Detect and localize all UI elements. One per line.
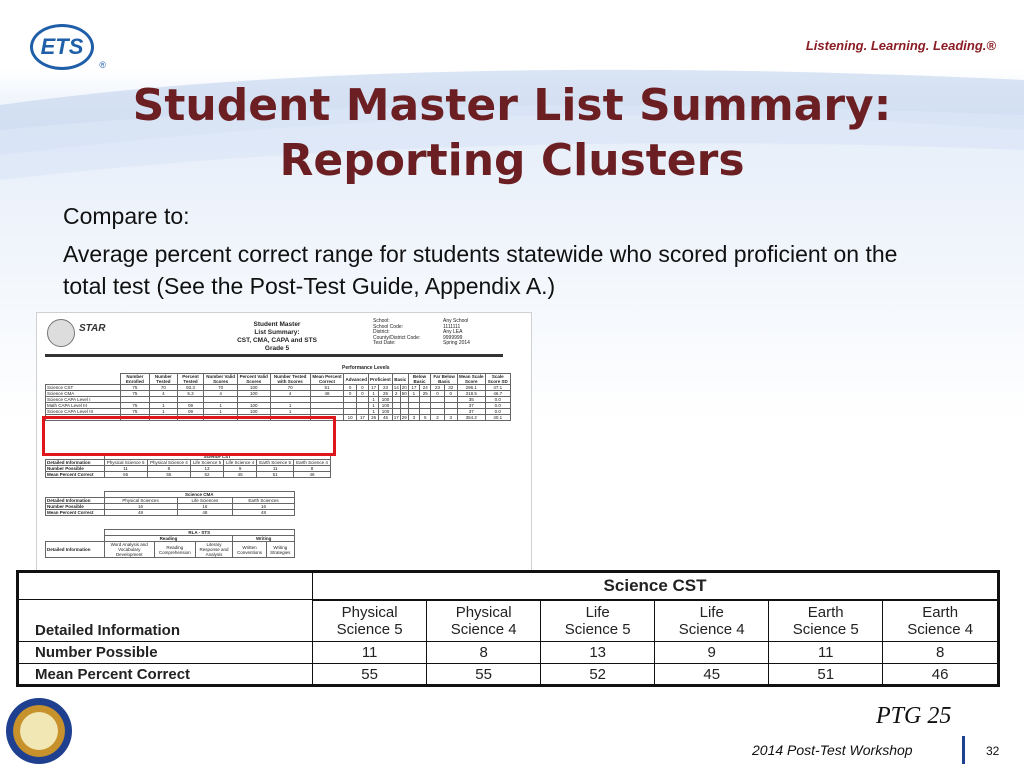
summary-cell: 100 [237,385,270,391]
mini-cst-cell: 11 [104,466,147,472]
summary-cell: 58 [270,415,310,421]
summary-cell: 318.5 [457,391,485,397]
summary-cell: 0 [344,385,356,391]
summary-cell: 58 [204,415,237,421]
school-info-key: School Code: [373,323,404,330]
mini-cma-cell: 16 [104,504,177,510]
summary-cell: 75 [120,409,150,415]
cst-column-header-line1: Life [699,603,724,621]
cst-column-header-line1: Life [585,603,610,621]
mini-rla-row [46,542,295,558]
summary-cell: 100 [379,409,393,415]
school-info-row [373,341,470,347]
summary-cell: 58 [150,415,177,421]
mini-cst-cell: 11 [257,466,294,472]
summary-cell: 35 [457,397,485,403]
mini-cst-cell: 51 [257,472,294,478]
mini-cst-title: Science CST [104,454,331,460]
mini-cma-column-header: Physical Sciences [104,498,177,504]
summary-cell: 26 [368,415,378,421]
summary-cell: 29 [401,415,407,420]
mini-cst-cell: 45 [224,472,257,478]
number-possible-cell: 11 [769,642,883,664]
report-title-line: Student Master [253,321,301,328]
summary-cell: 296.1 [457,385,485,391]
number-possible-cell: 9 [655,642,769,664]
school-info-key: Test Date: [373,340,396,346]
summary-cell: 70 [150,385,177,391]
compare-label: Compare to: [63,203,190,229]
summary-cell: 70 [204,385,237,391]
highlight-box [42,416,336,456]
summary-cell: 100 [379,397,393,403]
footer-workshop: 2014 Post-Test Workshop [752,742,913,758]
summary-cell: 10 [344,415,356,421]
mean-percent-correct-cell: 52 [541,664,655,686]
summary-cell: 1 [204,409,237,415]
number-possible-cell: 8 [883,642,999,664]
summary-cell: 46.7 [485,391,510,397]
mini-cma-cell: 48 [233,510,295,516]
cst-column-header-line1: Earth [922,603,959,621]
mini-rla-column-header: Writing Strategies [266,542,294,558]
summary-cell: 100 [237,409,270,415]
summary-cell: 17 [356,415,368,421]
summary-column-header: Scale Score SD [485,374,510,385]
summary-cell: 5.3 [177,391,204,397]
summary-cell: 100 [237,415,270,421]
mini-cst-cell: 55 [147,472,190,478]
summary-cell: 1 [408,391,419,397]
summary-cell: 0 [431,391,444,397]
summary-cell: 354.2 [457,415,485,421]
summary-cell: 40.1 [485,415,510,421]
mini-cma-column-header: Earth Sciences [233,498,295,504]
summary-cell: 48 [310,391,344,397]
school-info-value: Spring 2014 [443,340,470,346]
mini-cst-column-header: Earth Science 5 [257,460,294,466]
summary-cell: 23 [431,385,444,391]
summary-column-header: Number Enrolled [120,374,150,385]
mini-cma-cell: 48 [177,510,232,516]
summary-cell: 4 [150,391,177,397]
summary-cell: 2 [431,415,444,421]
school-info-value: Any LEA [443,329,463,335]
summary-cell: 2 [392,391,400,397]
summary-cell: 1 [368,403,378,409]
mini-cst-column-header: Life Science 4 [224,460,257,466]
mean-percent-correct-cell: 51 [769,664,883,686]
detailed-info-label: Detailed Information [18,600,313,642]
summary-cell: 68 [310,415,344,421]
mini-cst-cell: 46 [294,472,331,478]
cst-column-header [541,600,655,642]
mini-cst-column-header: Physical Science 5 [104,460,147,466]
cst-column-header-line2: Science 5 [792,620,859,638]
mini-cst-cell: 9 [224,466,257,472]
summary-column-header: Mean Scale Score [458,374,484,384]
summary-row-label: Science CAPA Level III [46,409,121,415]
summary-cell: 100 [237,391,270,397]
science-cst-title: Science CST [313,572,999,600]
page-number: 32 [986,744,1000,758]
summary-column-header: Proficient [368,374,392,385]
mini-cst-cell: 55 [104,472,147,478]
number-possible-cell: 13 [541,642,655,664]
summary-cell: 75 [120,385,150,391]
report-title-line: Grade 5 [264,345,290,352]
summary-table [45,373,511,421]
slide-title-line1: Student Master List Summary: [132,80,892,131]
summary-cell: 93.3 [177,385,204,391]
summary-cell: 100 [379,403,393,409]
mini-cst-column-header: Earth Science 4 [294,460,331,466]
mini-cma-row-label: Detailed Information [46,498,105,504]
mini-cma-row-label: Mean Percent Correct [46,510,105,516]
summary-cell: 25 [379,391,393,397]
cst-column-header-line2: Science 4 [450,620,517,638]
mean-percent-correct-cell: 46 [883,664,999,686]
summary-column-header: Number Tested with Scores [270,374,310,385]
summary-column-header: Basic [392,374,408,385]
school-info-key: District: [373,329,390,335]
summary-cell: 1 [368,397,378,403]
ets-logo [30,24,106,70]
school-info-key: School: [373,318,390,324]
mini-cst-row-label: Detailed Information [46,460,105,466]
mini-rla-sts-table [45,529,295,558]
summary-column-header: Below Basic [408,374,431,385]
mini-cst-cell: 8 [147,466,190,472]
mini-cma-cell: 48 [104,510,177,516]
cst-column-header-line1: Physical [455,603,512,621]
blank-cell [18,572,313,600]
cde-seal-icon [47,319,75,347]
school-info-value: 9999999 [443,334,463,341]
cst-column-header [769,600,883,642]
summary-cell: 4 [270,391,310,397]
summary-corner [46,374,121,385]
summary-cell: 51 [310,385,344,391]
mini-cma-row-label: Number Possible [46,504,105,510]
summary-cell: 14 [393,385,399,390]
slide-body [63,200,943,308]
summary-cell: 45 [379,415,393,421]
cst-column-header-line2: Science 5 [564,620,631,638]
summary-row-label: Math CAPA Level III [46,403,121,409]
summary-cell: 37 [457,403,485,409]
mean-percent-correct-label: Mean Percent Correct [18,664,313,686]
summary-cell: 17 [393,415,399,420]
cst-column-header [655,600,769,642]
cst-column-header [883,600,999,642]
summary-cell: 23 [379,385,393,391]
summary-row-label: Science CST [46,385,121,391]
cst-column-header-line2: Science 5 [336,620,403,638]
summary-cell: 17 [408,385,419,391]
summary-cell: 09 [177,409,204,415]
summary-cell: 1 [150,403,177,409]
summary-header-row [46,374,511,385]
school-info-value: 1111111 [443,323,461,330]
summary-cell: 37 [457,409,485,415]
summary-cell: 100 [237,403,270,409]
summary-cell: 17 [368,385,378,391]
mini-science-cma-table [45,491,295,516]
summary-cell: 70 [270,385,310,391]
summary-cell: 0.0 [485,403,510,409]
compare-description: Average percent correct range for students statewide who scored proficient on the total test (See the Post-Test Guide, Appendix A.) [63,241,898,299]
mini-cst-row-label: Number Possible [46,466,105,472]
ets-logo-reg: ® [99,60,106,70]
mini-rla-column-header: Word Analysis and Vocabulary Development [104,542,154,558]
summary-cell: 20 [401,385,407,390]
summary-row-label: Science CAPA Level I [46,397,121,403]
number-possible-cell: 11 [313,642,427,664]
mini-rla-title: RLA - STS [104,530,295,536]
school-info-key: County/District Code: [373,334,421,341]
summary-cell: 0 [356,385,368,391]
summary-row-label: RLA - STS [46,415,121,421]
summary-cell: 50 [401,391,407,396]
summary-column-header: Far Below Basic [431,374,457,385]
number-possible-label: Number Possible [18,642,313,664]
mini-science-cst-table [45,453,331,478]
summary-column-header: Advanced [344,374,369,385]
mini-cma-column-header: Life Sciences [177,498,232,504]
cst-column-header-line2: Science 4 [678,620,745,638]
star-logo: STAR [79,323,106,334]
summary-cell: 75 [120,391,150,397]
summary-cell: 1 [204,403,237,409]
mini-cst-row [46,472,331,478]
summary-cell: 1 [150,409,177,415]
summary-cell: 0 [356,391,368,397]
slide-title-line2: Reporting Clusters [279,135,745,186]
summary-cell: 0 [344,391,356,397]
mini-cma-cell: 16 [177,504,232,510]
report-title [217,321,337,353]
summary-cell: 1 [270,403,310,409]
report-title-line: List Summary: [254,329,300,336]
summary-column-header: Percent Tested [177,374,204,385]
summary-cell: 09 [177,403,204,409]
report-title-line: CST, CMA, CAPA and STS [237,337,317,344]
summary-row-label: Science CMA [46,391,121,397]
cst-column-header-line1: Earth [807,603,844,621]
cst-column-header-line1: Physical [341,603,398,621]
science-cst-table [16,570,1000,685]
mini-cma-title: Science CMA [104,492,295,498]
mini-rla-row-label: Detailed Information [46,542,105,558]
school-info [373,319,470,347]
mini-cst-row-label: Mean Percent Correct [46,472,105,478]
perf-levels-label: Performance Levels [342,365,390,371]
summary-cell: 24 [420,385,431,391]
summary-cell: 3 [444,415,457,421]
report-rule [45,354,503,357]
summary-column-header: Number Tested [150,374,177,385]
summary-cell: 4 [204,391,237,397]
mini-cst-cell: 13 [190,466,223,472]
ptg-reference: PTG 25 [876,703,952,729]
mean-percent-correct-cell: 55 [313,664,427,686]
mini-rla-group: Writing [233,536,295,542]
summary-cell: 75 [120,403,150,409]
cst-column-header [313,600,427,642]
summary-cell: 47.1 [485,385,510,391]
ets-logo-text: ETS [40,34,84,59]
mean-percent-correct-cell: 45 [655,664,769,686]
summary-cell: 1 [368,409,378,415]
tagline: Listening. Learning. Leading.® [805,38,996,53]
summary-column-header: Mean Percent Correct [310,374,344,385]
mini-rla-group: Reading [104,536,233,542]
mini-cst-column-header: Life Science 5 [190,460,223,466]
school-info-value: Any School [443,318,469,324]
summary-cell: 0.0 [485,409,510,415]
mini-cst-column-header: Physical Science 4 [147,460,190,466]
summary-column-header: Percent Valid Scores [237,374,270,385]
mini-cst-cell: 52 [190,472,223,478]
mini-cma-row [46,510,295,516]
summary-cell: 32 [444,385,457,391]
cst-column-header [427,600,541,642]
summary-cell: 0.0 [485,397,510,403]
mean-percent-correct-cell: 55 [427,664,541,686]
dept-of-education-seal-icon [6,698,72,764]
summary-column-header: Number Valid Scores [204,374,237,385]
slide-title [0,78,1024,188]
summary-cell: 5 [420,415,431,421]
summary-cell: 0 [444,391,457,397]
summary-cell: 25 [420,391,431,397]
summary-cell: 3 [408,415,419,421]
summary-cell: 1 [270,409,310,415]
summary-cell: 1 [368,391,378,397]
mini-rla-column-header: Written Conventions [233,542,266,558]
number-possible-cell: 8 [427,642,541,664]
cst-column-header-line2: Science 4 [907,620,974,638]
mini-rla-column-header: Literary Response and Analysis [195,542,233,558]
mini-cst-cell: 8 [294,466,331,472]
footer-divider [962,736,965,764]
mini-rla-column-header: Reading Comprehension [154,542,195,558]
mini-cma-cell: 16 [233,504,295,510]
